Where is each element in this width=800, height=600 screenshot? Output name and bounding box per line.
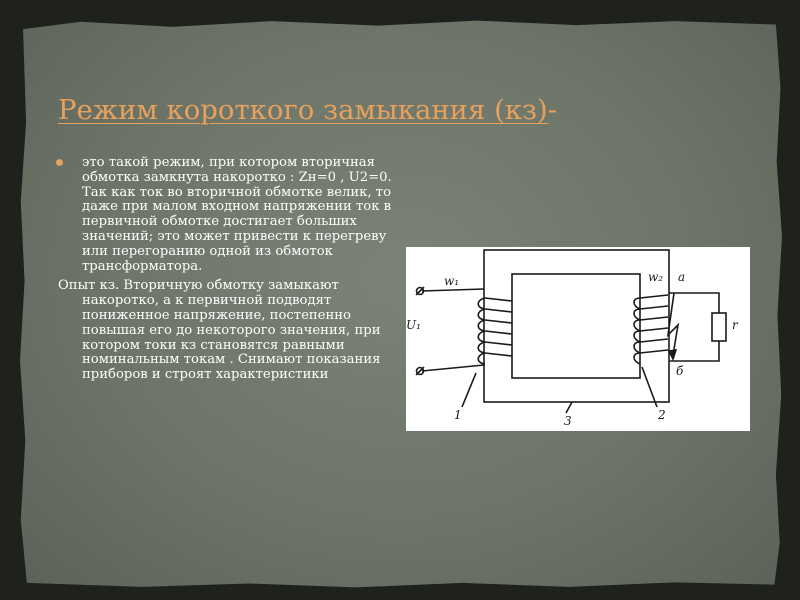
experiment-paragraph <box>56 279 396 383</box>
label-r: r <box>732 318 738 332</box>
slide-title-suffix: - <box>547 94 558 126</box>
primary-lead-bottom <box>422 365 484 371</box>
slide-body <box>56 156 396 383</box>
label-a: а <box>678 270 686 284</box>
transformer-diagram <box>406 247 750 431</box>
load-resistor <box>712 313 726 341</box>
label-3: 3 <box>564 414 572 428</box>
definition-paragraph <box>56 156 396 274</box>
label-w2: w₂ <box>648 270 664 284</box>
switch-arrow-icon <box>669 350 676 359</box>
label-w1: w₁ <box>444 274 460 288</box>
primary-lead-top <box>422 289 484 291</box>
leader-3 <box>566 402 572 413</box>
slide-title-line <box>58 94 678 126</box>
slide-title: Режим короткого замыкания (кз) <box>58 94 548 126</box>
leader-2 <box>642 367 657 407</box>
experiment-text-first-line: Опыт кз. Вторичную обмотку замыкают <box>58 278 339 294</box>
label-1: 1 <box>454 408 462 422</box>
transformer-schematic-svg <box>406 247 750 431</box>
bullet-icon <box>56 159 63 166</box>
secondary-lead-top <box>669 293 719 313</box>
definition-text: это такой режим, при котором вторичная обмотка замкнута накоротко : Zн=0 , U2=0. Так как ток во вторичной обмотке велик, то даже при малом входном напряжении ток в первичной обмотке достигает больших значений; это может привести к перегреву или перегоранию одной из обмоток трансформатора. <box>82 155 392 274</box>
label-b: б <box>676 364 684 378</box>
label-u1: U₁ <box>406 318 421 332</box>
experiment-text-rest: накоротко, а к первичной подводят пониженное напряжение, постепенно повышая его до некоторого значения, при котором токи кз становятся равными номинальным токам . Снимают показания приборов и строят характеристики <box>82 293 381 383</box>
secondary-winding-coil <box>634 295 668 364</box>
label-2: 2 <box>658 408 666 422</box>
leader-1 <box>462 373 476 407</box>
core-window <box>512 274 640 378</box>
